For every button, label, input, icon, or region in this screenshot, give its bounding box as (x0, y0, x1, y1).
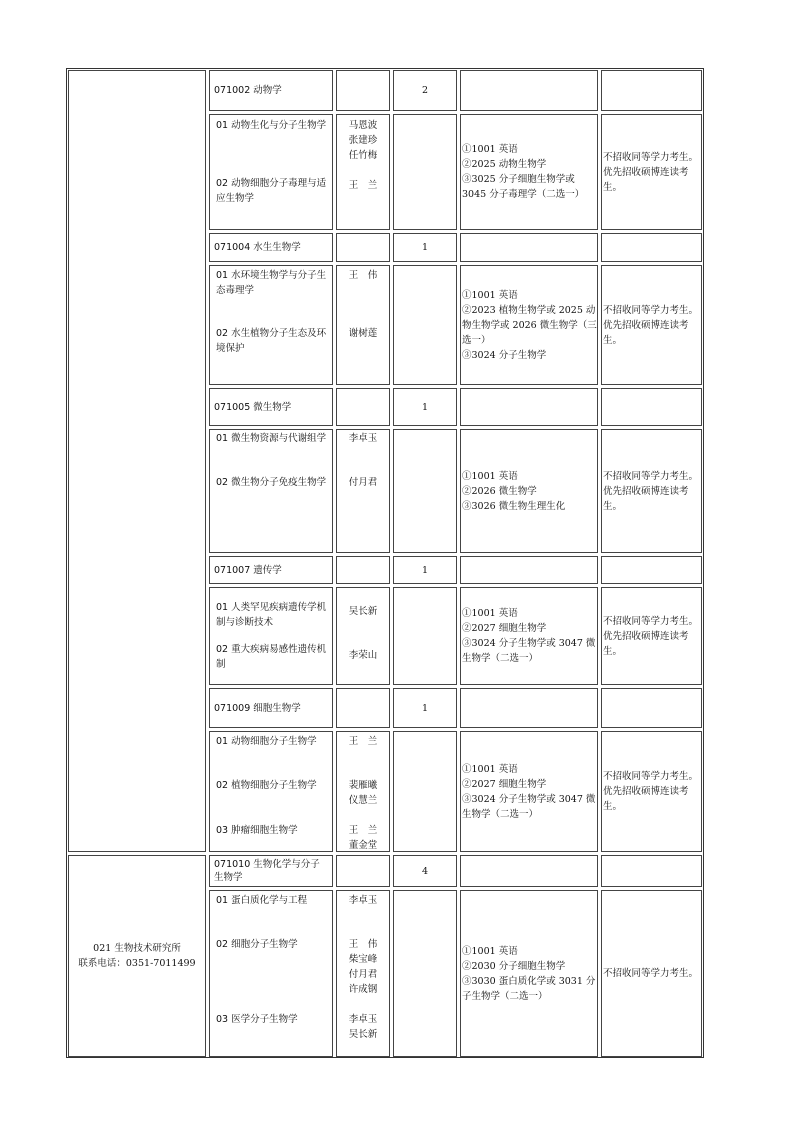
supervisors-cell: 马恩波 张建珍 任竹梅 王 兰 (336, 114, 390, 230)
supervisors-cell: 王 兰 裴雁曦 仪慧兰 王 兰 董金堂 (336, 731, 390, 852)
department-cell (68, 855, 206, 1057)
quota-blank-cell (393, 114, 457, 230)
major-cell: 071009 细胞生物学 (209, 688, 333, 728)
major-cell: 071007 遗传学 (209, 556, 333, 584)
notes-cell: 不招收同等学力考生。优先招收硕博连读考生。 (601, 114, 702, 230)
notes-header-cell (601, 233, 702, 262)
major-cell: 071004 水生生物学 (209, 233, 333, 262)
supervisor-header-cell (336, 388, 390, 426)
notes-header-cell (601, 688, 702, 728)
quota-blank-cell (393, 587, 457, 685)
major-cell: 071010 生物化学与分子生物学 (209, 855, 333, 887)
directions-cell: 01 水环境生物学与分子生态毒理学 02 水生植物分子生态及环境保护 (209, 265, 333, 385)
supervisor-header-cell (336, 233, 390, 262)
supervisors-cell: 李卓玉 付月君 (336, 429, 390, 553)
notes-cell: 不招收同等学力考生。优先招收硕博连读考生。 (601, 265, 702, 385)
department-phone: 联系电话：0351-7011499 (78, 958, 196, 969)
department-name: 021 生物技术研究所 (93, 943, 181, 954)
quota-blank-cell (393, 429, 457, 553)
exam-header-cell (460, 70, 598, 111)
quota-blank-cell (393, 265, 457, 385)
quota-cell: 1 (393, 388, 457, 426)
quota-cell: 1 (393, 688, 457, 728)
directions-cell: 01 人类罕见疾病遗传学机制与诊断技术 02 重大疾病易感性遗传机制 (209, 587, 333, 685)
exam-subjects-cell: ①1001 英语 ②2027 细胞生物学 ③3024 分子生物学或 3047 微生物学（二选一） (460, 587, 598, 685)
department-cell-blank (68, 70, 206, 852)
directions-cell: 01 微生物资源与代谢组学 02 微生物分子免疫生物学 (209, 429, 333, 553)
notes-cell: 不招收同等学力考生。 (601, 890, 702, 1057)
quota-cell: 2 (393, 70, 457, 111)
supervisor-header-cell (336, 70, 390, 111)
exam-subjects-cell: ①1001 英语 ②2027 细胞生物学 ③3024 分子生物学或 3047 微生物学（二选一） (460, 731, 598, 852)
quota-cell: 1 (393, 233, 457, 262)
notes-cell: 不招收同等学力考生。优先招收硕博连读考生。 (601, 731, 702, 852)
exam-header-cell (460, 388, 598, 426)
quota-blank-cell (393, 890, 457, 1057)
exam-subjects-cell: ①1001 英语 ②2025 动物生物学 ③3025 分子细胞生物学或 3045 分子毒理学（二选一） (460, 114, 598, 230)
quota-cell: 4 (393, 855, 457, 887)
supervisors-cell: 李卓玉 王 伟 柴宝峰 付月君 许成钢 李卓玉 吴长新 (336, 890, 390, 1057)
supervisors-cell: 王 伟 谢树莲 (336, 265, 390, 385)
supervisor-header-cell (336, 556, 390, 584)
major-cell: 071002 动物学 (209, 70, 333, 111)
directions-cell: 01 动物生化与分子生物学 02 动物细胞分子毒理与适应生物学 (209, 114, 333, 230)
exam-header-cell (460, 556, 598, 584)
notes-header-cell (601, 855, 702, 887)
directions-cell: 01 动物细胞分子生物学 02 植物细胞分子生物学 03 肿瘤细胞生物学 (209, 731, 333, 852)
exam-subjects-cell: ①1001 英语 ②2023 植物生物学或 2025 动物生物学或 2026 微生物学（三选一） ③3024 分子生物学 (460, 265, 598, 385)
notes-header-cell (601, 388, 702, 426)
directions-cell: 01 蛋白质化学与工程 02 细胞分子生物学 03 医学分子生物学 (209, 890, 333, 1057)
notes-cell: 不招收同等学力考生。优先招收硕博连读考生。 (601, 429, 702, 553)
quota-blank-cell (393, 731, 457, 852)
supervisor-header-cell (336, 855, 390, 887)
notes-header-cell (601, 556, 702, 584)
supervisors-cell: 吴长新 李荣山 (336, 587, 390, 685)
notes-cell: 不招收同等学力考生。优先招收硕博连读考生。 (601, 587, 702, 685)
exam-header-cell (460, 688, 598, 728)
exam-subjects-cell: ①1001 英语 ②2026 微生物学 ③3026 微生物生理生化 (460, 429, 598, 553)
exam-subjects-cell: ①1001 英语 ②2030 分子细胞生物学 ③3030 蛋白质化学或 3031 分子生物学（二选一） (460, 890, 598, 1057)
supervisor-header-cell (336, 688, 390, 728)
exam-header-cell (460, 855, 598, 887)
exam-header-cell (460, 233, 598, 262)
quota-cell: 1 (393, 556, 457, 584)
notes-header-cell (601, 70, 702, 111)
major-cell: 071005 微生物学 (209, 388, 333, 426)
